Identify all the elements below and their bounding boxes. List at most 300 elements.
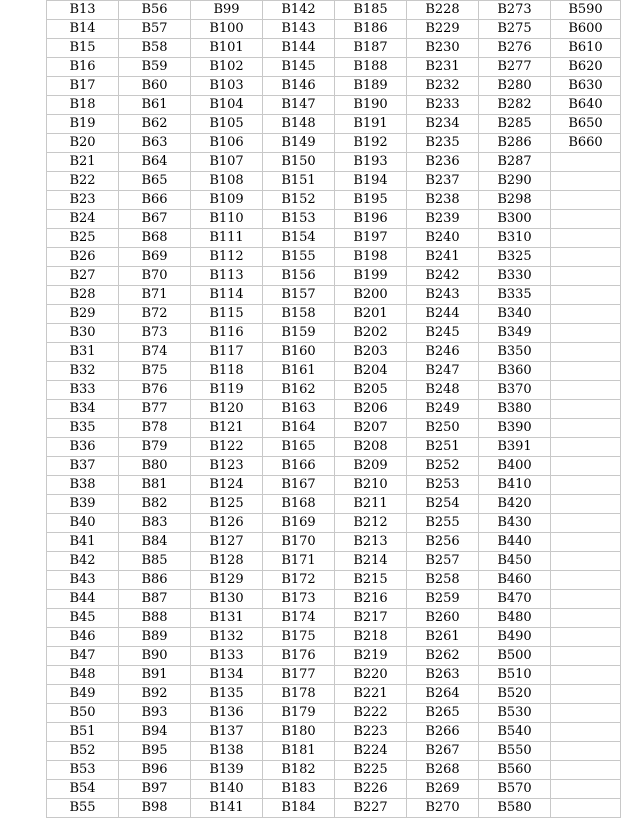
table-cell: B125 <box>191 495 263 514</box>
table-cell: B133 <box>191 647 263 666</box>
table-cell <box>551 286 621 305</box>
table-cell: B84 <box>119 533 191 552</box>
table-cell: B174 <box>263 609 335 628</box>
table-row <box>47 590 621 609</box>
table-cell: B220 <box>335 666 407 685</box>
code-table-body <box>47 1 621 818</box>
table-cell: B106 <box>191 134 263 153</box>
table-cell: B75 <box>119 362 191 381</box>
table-cell: B162 <box>263 381 335 400</box>
table-row <box>47 324 621 343</box>
table-cell: B101 <box>191 39 263 58</box>
table-cell: B247 <box>407 362 479 381</box>
table-cell <box>551 419 621 438</box>
table-cell: B260 <box>407 609 479 628</box>
table-cell: B170 <box>263 533 335 552</box>
table-cell: B49 <box>47 685 119 704</box>
table-cell <box>551 495 621 514</box>
table-cell: B47 <box>47 647 119 666</box>
table-cell: B630 <box>551 77 621 96</box>
table-cell: B257 <box>407 552 479 571</box>
table-row <box>47 210 621 229</box>
table-cell: B166 <box>263 457 335 476</box>
table-cell: B226 <box>335 780 407 799</box>
table-cell: B50 <box>47 704 119 723</box>
table-row <box>47 571 621 590</box>
table-cell: B202 <box>335 324 407 343</box>
table-cell: B400 <box>479 457 551 476</box>
table-cell: B268 <box>407 761 479 780</box>
table-cell: B590 <box>551 1 621 20</box>
table-cell: B156 <box>263 267 335 286</box>
table-cell: B137 <box>191 723 263 742</box>
table-cell: B140 <box>191 780 263 799</box>
table-cell: B22 <box>47 172 119 191</box>
table-cell: B187 <box>335 39 407 58</box>
table-cell: B74 <box>119 343 191 362</box>
table-row <box>47 1 621 20</box>
table-cell: B136 <box>191 704 263 723</box>
table-cell: B122 <box>191 438 263 457</box>
table-cell: B277 <box>479 58 551 77</box>
table-cell: B17 <box>47 77 119 96</box>
table-cell: B13 <box>47 1 119 20</box>
table-cell: B360 <box>479 362 551 381</box>
table-cell: B117 <box>191 343 263 362</box>
table-row <box>47 609 621 628</box>
table-cell: B189 <box>335 77 407 96</box>
table-cell: B350 <box>479 343 551 362</box>
table-row <box>47 153 621 172</box>
table-cell: B81 <box>119 476 191 495</box>
table-cell: B218 <box>335 628 407 647</box>
table-cell: B54 <box>47 780 119 799</box>
table-cell: B63 <box>119 134 191 153</box>
table-cell: B150 <box>263 153 335 172</box>
table-cell: B410 <box>479 476 551 495</box>
table-cell: B250 <box>407 419 479 438</box>
table-cell: B167 <box>263 476 335 495</box>
table-cell: B650 <box>551 115 621 134</box>
table-cell: B28 <box>47 286 119 305</box>
table-cell: B264 <box>407 685 479 704</box>
table-cell <box>551 153 621 172</box>
table-cell: B280 <box>479 77 551 96</box>
table-cell: B212 <box>335 514 407 533</box>
table-cell: B70 <box>119 267 191 286</box>
table-cell: B91 <box>119 666 191 685</box>
code-table <box>46 0 621 818</box>
table-cell: B255 <box>407 514 479 533</box>
table-cell: B44 <box>47 590 119 609</box>
table-row <box>47 685 621 704</box>
table-cell: B80 <box>119 457 191 476</box>
table-cell: B165 <box>263 438 335 457</box>
table-cell: B135 <box>191 685 263 704</box>
table-cell: B32 <box>47 362 119 381</box>
table-cell: B213 <box>335 533 407 552</box>
table-row <box>47 438 621 457</box>
table-cell: B182 <box>263 761 335 780</box>
table-cell: B259 <box>407 590 479 609</box>
table-row <box>47 495 621 514</box>
table-cell: B139 <box>191 761 263 780</box>
table-cell: B116 <box>191 324 263 343</box>
table-cell: B262 <box>407 647 479 666</box>
table-row <box>47 58 621 77</box>
table-cell: B24 <box>47 210 119 229</box>
table-cell <box>551 647 621 666</box>
table-cell: B163 <box>263 400 335 419</box>
table-cell: B238 <box>407 191 479 210</box>
table-cell: B148 <box>263 115 335 134</box>
table-cell: B273 <box>479 1 551 20</box>
table-cell: B282 <box>479 96 551 115</box>
table-cell: B251 <box>407 438 479 457</box>
table-cell: B124 <box>191 476 263 495</box>
table-cell: B228 <box>407 1 479 20</box>
table-row <box>47 476 621 495</box>
table-cell: B510 <box>479 666 551 685</box>
table-cell: B29 <box>47 305 119 324</box>
table-cell: B229 <box>407 20 479 39</box>
table-cell: B196 <box>335 210 407 229</box>
table-row <box>47 799 621 818</box>
table-cell: B540 <box>479 723 551 742</box>
table-cell: B209 <box>335 457 407 476</box>
table-cell <box>551 362 621 381</box>
table-cell: B230 <box>407 39 479 58</box>
table-cell: B132 <box>191 628 263 647</box>
table-cell: B104 <box>191 96 263 115</box>
table-cell: B490 <box>479 628 551 647</box>
table-cell <box>551 799 621 818</box>
table-cell: B103 <box>191 77 263 96</box>
table-cell: B261 <box>407 628 479 647</box>
table-cell: B275 <box>479 20 551 39</box>
table-cell: B242 <box>407 267 479 286</box>
table-cell: B198 <box>335 248 407 267</box>
table-cell: B207 <box>335 419 407 438</box>
table-row <box>47 457 621 476</box>
table-cell: B224 <box>335 742 407 761</box>
table-cell: B109 <box>191 191 263 210</box>
table-row <box>47 248 621 267</box>
table-cell <box>551 172 621 191</box>
table-cell: B160 <box>263 343 335 362</box>
table-cell: B215 <box>335 571 407 590</box>
table-cell: B15 <box>47 39 119 58</box>
table-cell: B65 <box>119 172 191 191</box>
table-cell: B55 <box>47 799 119 818</box>
table-cell: B97 <box>119 780 191 799</box>
table-cell: B83 <box>119 514 191 533</box>
table-cell: B33 <box>47 381 119 400</box>
table-cell: B115 <box>191 305 263 324</box>
table-cell: B188 <box>335 58 407 77</box>
table-cell: B249 <box>407 400 479 419</box>
table-cell: B37 <box>47 457 119 476</box>
table-cell: B130 <box>191 590 263 609</box>
table-cell: B143 <box>263 20 335 39</box>
table-cell: B94 <box>119 723 191 742</box>
table-cell: B72 <box>119 305 191 324</box>
table-cell: B245 <box>407 324 479 343</box>
table-cell: B157 <box>263 286 335 305</box>
table-cell: B216 <box>335 590 407 609</box>
table-cell <box>551 476 621 495</box>
table-cell: B500 <box>479 647 551 666</box>
table-cell: B88 <box>119 609 191 628</box>
table-cell: B480 <box>479 609 551 628</box>
table-row <box>47 305 621 324</box>
table-cell <box>551 723 621 742</box>
table-cell: B51 <box>47 723 119 742</box>
table-cell: B265 <box>407 704 479 723</box>
table-row <box>47 191 621 210</box>
table-cell: B214 <box>335 552 407 571</box>
table-cell: B19 <box>47 115 119 134</box>
table-cell: B59 <box>119 58 191 77</box>
table-cell: B90 <box>119 647 191 666</box>
table-cell: B76 <box>119 381 191 400</box>
table-cell: B30 <box>47 324 119 343</box>
table-cell: B159 <box>263 324 335 343</box>
table-cell: B258 <box>407 571 479 590</box>
table-cell: B191 <box>335 115 407 134</box>
table-cell: B102 <box>191 58 263 77</box>
table-row <box>47 704 621 723</box>
table-cell: B570 <box>479 780 551 799</box>
table-cell: B14 <box>47 20 119 39</box>
table-row <box>47 514 621 533</box>
table-cell: B192 <box>335 134 407 153</box>
table-cell: B183 <box>263 780 335 799</box>
table-cell: B205 <box>335 381 407 400</box>
table-cell: B36 <box>47 438 119 457</box>
table-cell: B335 <box>479 286 551 305</box>
table-cell: B266 <box>407 723 479 742</box>
table-cell: B158 <box>263 305 335 324</box>
table-cell: B290 <box>479 172 551 191</box>
table-cell: B248 <box>407 381 479 400</box>
table-cell: B129 <box>191 571 263 590</box>
table-cell: B23 <box>47 191 119 210</box>
table-cell: B177 <box>263 666 335 685</box>
table-cell: B243 <box>407 286 479 305</box>
table-row <box>47 115 621 134</box>
table-cell: B107 <box>191 153 263 172</box>
table-cell: B580 <box>479 799 551 818</box>
table-cell: B71 <box>119 286 191 305</box>
table-cell: B175 <box>263 628 335 647</box>
table-cell: B144 <box>263 39 335 58</box>
table-cell <box>551 381 621 400</box>
table-row <box>47 362 621 381</box>
table-cell: B138 <box>191 742 263 761</box>
table-cell <box>551 191 621 210</box>
table-cell: B40 <box>47 514 119 533</box>
table-cell: B69 <box>119 248 191 267</box>
table-cell: B34 <box>47 400 119 419</box>
table-row <box>47 628 621 647</box>
table-cell: B185 <box>335 1 407 20</box>
table-cell: B95 <box>119 742 191 761</box>
table-row <box>47 20 621 39</box>
table-cell: B92 <box>119 685 191 704</box>
table-cell: B254 <box>407 495 479 514</box>
table-cell: B237 <box>407 172 479 191</box>
table-row <box>47 666 621 685</box>
table-cell: B180 <box>263 723 335 742</box>
table-cell: B168 <box>263 495 335 514</box>
table-cell: B349 <box>479 324 551 343</box>
table-cell: B221 <box>335 685 407 704</box>
table-cell: B89 <box>119 628 191 647</box>
table-cell: B420 <box>479 495 551 514</box>
table-row <box>47 723 621 742</box>
table-row <box>47 267 621 286</box>
table-cell: B520 <box>479 685 551 704</box>
table-cell: B227 <box>335 799 407 818</box>
table-cell: B153 <box>263 210 335 229</box>
table-cell: B269 <box>407 780 479 799</box>
table-cell: B149 <box>263 134 335 153</box>
table-cell <box>551 343 621 362</box>
table-cell: B127 <box>191 533 263 552</box>
table-cell: B142 <box>263 1 335 20</box>
table-cell: B206 <box>335 400 407 419</box>
table-cell: B231 <box>407 58 479 77</box>
table-cell: B370 <box>479 381 551 400</box>
table-cell <box>551 324 621 343</box>
table-cell: B235 <box>407 134 479 153</box>
table-cell: B112 <box>191 248 263 267</box>
table-cell: B164 <box>263 419 335 438</box>
table-cell: B53 <box>47 761 119 780</box>
table-cell: B145 <box>263 58 335 77</box>
table-cell <box>551 438 621 457</box>
table-cell: B114 <box>191 286 263 305</box>
table-cell: B219 <box>335 647 407 666</box>
table-cell: B660 <box>551 134 621 153</box>
table-row <box>47 96 621 115</box>
table-cell: B147 <box>263 96 335 115</box>
table-row <box>47 552 621 571</box>
table-cell: B42 <box>47 552 119 571</box>
table-cell: B128 <box>191 552 263 571</box>
table-cell: B310 <box>479 229 551 248</box>
table-cell: B210 <box>335 476 407 495</box>
table-cell: B57 <box>119 20 191 39</box>
table-row <box>47 780 621 799</box>
table-cell: B550 <box>479 742 551 761</box>
table-cell: B217 <box>335 609 407 628</box>
table-cell <box>551 761 621 780</box>
table-cell: B276 <box>479 39 551 58</box>
table-row <box>47 761 621 780</box>
table-cell: B79 <box>119 438 191 457</box>
table-cell: B46 <box>47 628 119 647</box>
table-cell <box>551 457 621 476</box>
table-cell: B110 <box>191 210 263 229</box>
table-cell: B201 <box>335 305 407 324</box>
table-cell: B48 <box>47 666 119 685</box>
table-cell: B85 <box>119 552 191 571</box>
table-cell: B325 <box>479 248 551 267</box>
table-cell: B77 <box>119 400 191 419</box>
table-cell: B233 <box>407 96 479 115</box>
table-row <box>47 172 621 191</box>
table-cell: B146 <box>263 77 335 96</box>
table-cell: B223 <box>335 723 407 742</box>
table-cell: B151 <box>263 172 335 191</box>
table-cell: B287 <box>479 153 551 172</box>
table-cell: B530 <box>479 704 551 723</box>
table-cell: B460 <box>479 571 551 590</box>
table-cell: B239 <box>407 210 479 229</box>
table-cell: B241 <box>407 248 479 267</box>
table-cell <box>551 628 621 647</box>
table-cell: B340 <box>479 305 551 324</box>
table-cell: B43 <box>47 571 119 590</box>
table-row <box>47 742 621 761</box>
table-cell <box>551 210 621 229</box>
table-cell <box>551 571 621 590</box>
table-cell: B16 <box>47 58 119 77</box>
table-cell: B208 <box>335 438 407 457</box>
table-cell: B141 <box>191 799 263 818</box>
table-cell <box>551 666 621 685</box>
table-cell: B21 <box>47 153 119 172</box>
table-cell: B27 <box>47 267 119 286</box>
table-cell: B234 <box>407 115 479 134</box>
table-cell: B131 <box>191 609 263 628</box>
table-cell: B171 <box>263 552 335 571</box>
table-cell: B253 <box>407 476 479 495</box>
table-cell: B169 <box>263 514 335 533</box>
table-cell <box>551 780 621 799</box>
table-cell: B20 <box>47 134 119 153</box>
table-row <box>47 343 621 362</box>
table-cell: B440 <box>479 533 551 552</box>
table-cell: B184 <box>263 799 335 818</box>
table-cell: B620 <box>551 58 621 77</box>
table-cell <box>551 267 621 286</box>
table-cell: B120 <box>191 400 263 419</box>
table-cell <box>551 400 621 419</box>
table-cell: B181 <box>263 742 335 761</box>
table-cell <box>551 609 621 628</box>
table-cell <box>551 704 621 723</box>
table-cell: B211 <box>335 495 407 514</box>
table-cell: B240 <box>407 229 479 248</box>
table-cell: B199 <box>335 267 407 286</box>
table-cell <box>551 305 621 324</box>
table-cell: B390 <box>479 419 551 438</box>
table-cell: B470 <box>479 590 551 609</box>
table-cell: B197 <box>335 229 407 248</box>
table-cell: B78 <box>119 419 191 438</box>
table-cell: B98 <box>119 799 191 818</box>
table-cell: B298 <box>479 191 551 210</box>
table-row <box>47 77 621 96</box>
table-cell: B119 <box>191 381 263 400</box>
table-cell: B73 <box>119 324 191 343</box>
table-cell: B45 <box>47 609 119 628</box>
table-cell: B225 <box>335 761 407 780</box>
table-cell: B123 <box>191 457 263 476</box>
